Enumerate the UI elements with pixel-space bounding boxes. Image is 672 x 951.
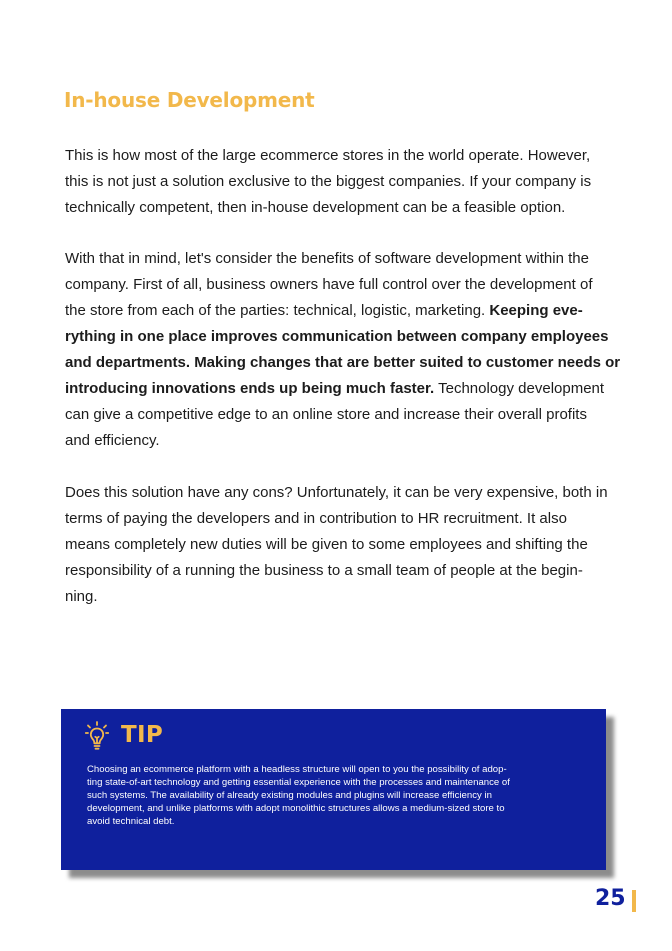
tip-line: avoid technical debt. [87, 816, 175, 827]
page-number-accent-bar [632, 890, 636, 912]
paragraph-line: ning. [65, 588, 98, 605]
paragraph-line: means completely new duties will be given to some employees and shifting the [65, 536, 588, 553]
paragraph-line: and efficiency. [65, 432, 160, 449]
paragraph-text: Technology development [438, 380, 605, 397]
paragraph-line: With that in mind, let's consider the benefits of software development within the [65, 250, 589, 267]
paragraph-line: technically competent, then in-house development can be a feasible option. [65, 199, 566, 216]
paragraph-intro [65, 143, 610, 221]
tip-line: development, and unlike platforms with adopt monolithic structures allows a medium-sized store to [87, 803, 505, 814]
paragraph-text: the store from each of the parties: technical, logistic, marketing. [65, 302, 486, 319]
paragraph-line: terms of paying the developers and in contribution to HR recruitment. It also [65, 510, 567, 527]
lightbulb-icon [85, 721, 109, 751]
tip-line: such systems. The availability of already existing modules and plugins will increase efficiency in [87, 790, 492, 801]
tip-box [61, 709, 606, 870]
paragraph-line-mixed [65, 298, 610, 324]
section-heading: In-house Development [64, 88, 315, 112]
tip-text [87, 763, 592, 828]
tip-line: Choosing an ecommerce platform with a headless structure will open to you the possibility of adop- [87, 764, 507, 775]
paragraph-cons [65, 480, 610, 610]
paragraph-line: Does this solution have any cons? Unfortunately, it can be very expensive, both in [65, 484, 608, 501]
bold-emphasis-line: and departments. Making changes that are better suited to customer needs or [65, 354, 621, 371]
bold-emphasis-line: rything in one place improves communication between company employees [65, 328, 609, 345]
paragraph-line-mixed [65, 376, 610, 402]
tip-title: TIP [121, 722, 164, 748]
paragraph-line: this is not just a solution exclusive to the biggest companies. If your company is [65, 173, 592, 190]
page-number: 25 [595, 886, 626, 911]
tip-line: ting state-of-art technology and getting essential experience with the processes and maintenance of [87, 777, 510, 788]
paragraph-line: company. First of all, business owners have full control over the development of [65, 276, 593, 293]
bold-emphasis: introducing innovations ends up being much faster. [65, 380, 435, 397]
bold-emphasis: Keeping eve- [489, 302, 583, 319]
paragraph-benefits [65, 246, 621, 454]
paragraph-line: responsibility of a running the business to a small team of people at the begin- [65, 562, 583, 579]
paragraph-line: can give a competitive edge to an online store and increase their overall profits [65, 406, 587, 423]
paragraph-line: This is how most of the large ecommerce stores in the world operate. However, [65, 147, 591, 164]
